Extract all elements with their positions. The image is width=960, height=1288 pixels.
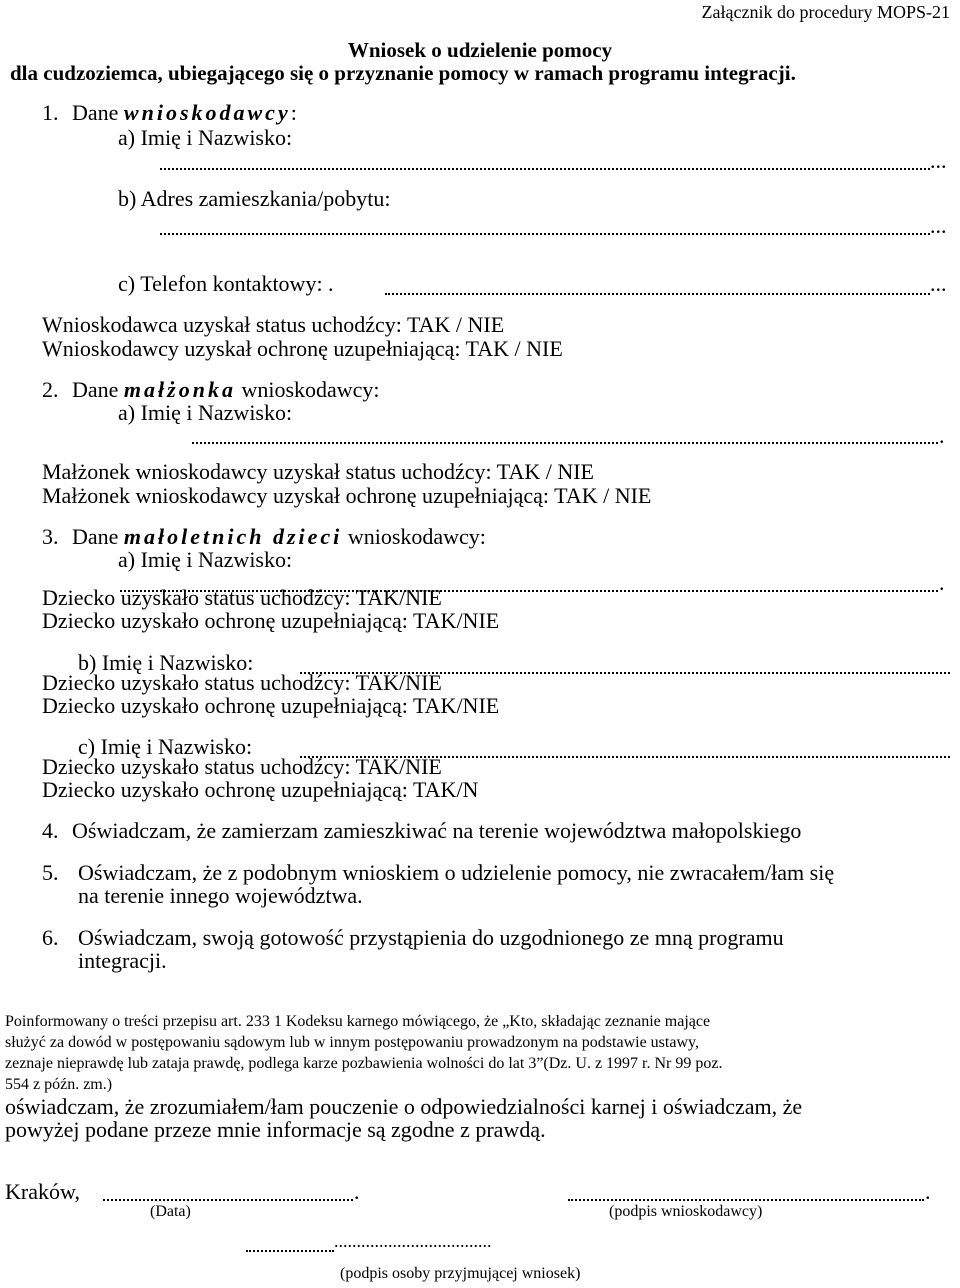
section-suffix: wnioskodawcy: [241, 377, 380, 402]
spouse-name-label: a) Imię i Nazwisko: [118, 400, 293, 425]
date-fill: . [354, 1179, 360, 1204]
date-field[interactable] [103, 1199, 353, 1201]
statement-4 [42, 820, 801, 842]
title-line-1: Wniosek o udzielenie pomocy [347, 38, 613, 62]
statement-number: 4. [42, 818, 59, 843]
section-number: 3. [42, 524, 59, 549]
section-2-heading [42, 379, 380, 401]
applicant-signature-field[interactable] [568, 1199, 924, 1201]
section-prefix: Dane [72, 100, 119, 125]
applicant-address-label: b) Adres zamieszkania/pobytu: [118, 186, 391, 211]
child-b-name-label: b) Imię i Nazwisko: [78, 650, 254, 675]
legal-notice-line-1: Poinformowany o treści przepisu art. 233 1 Kodeksu karnego mówiącego, że „Kto, składając zeznanie mające [5, 1013, 711, 1030]
applicant-name-fill: ... [930, 148, 947, 173]
statement-6-number: 6. [42, 925, 59, 950]
statement-5-line-1: Oświadczam, że z podobnym wnioskiem o udzielenie pomocy, nie zwracałem/łam się [78, 860, 835, 885]
spouse-name-fill: . [939, 423, 945, 448]
child-b-subsidiary-protection: Dziecko uzyskało ochronę uzupełniającą: TAK/NIE [42, 693, 500, 718]
title-line-2: dla cudzoziemca, ubiegającego się o przyznanie pomocy w ramach programu integracji. [10, 61, 796, 85]
date-caption: (Data) [150, 1203, 191, 1220]
declaration-line-2: powyżej podane przeze mnie informacje są zgodne z prawdą. [5, 1117, 546, 1142]
statement-text: Oświadczam, że zamierzam zamieszkiwać na terenie województwa małopolskiego [72, 818, 802, 843]
child-b-refugee-status: Dziecko uzyskało status uchodźcy: TAK/NIE [42, 670, 442, 695]
spouse-name-field[interactable] [192, 442, 938, 444]
receiver-signature-caption: (podpis osoby przyjmującej wniosek) [340, 1265, 581, 1282]
applicant-address-fill: ... [930, 213, 947, 238]
section-emphasis: małoletnich dzieci [123, 524, 343, 549]
applicant-signature-caption: (podpis wnioskodawcy) [609, 1203, 763, 1220]
applicant-subsidiary-protection: Wnioskodawcy uzyskał ochronę uzupełniającą: TAK / NIE [42, 336, 563, 361]
applicant-refugee-status: Wnioskodawca uzyskał status uchodźcy: TAK / NIE [42, 312, 505, 337]
child-c-refugee-status: Dziecko uzyskało status uchodźcy: TAK/NIE [42, 754, 442, 779]
section-1-heading [42, 102, 297, 124]
child-c-name-label: c) Imię i Nazwisko: [78, 734, 253, 759]
applicant-name-field[interactable] [160, 168, 930, 170]
declaration-line-1: oświadczam, że zrozumiałem/łam pouczenie o odpowiedzialności karnej i oświadczam, że [5, 1094, 803, 1119]
receiver-signature-fill: ................................... [334, 1231, 492, 1251]
statement-5-number: 5. [42, 860, 59, 885]
statement-6-line-2: integracji. [78, 948, 167, 973]
spouse-subsidiary-protection: Małżonek wnioskodawcy uzyskał ochronę uzupełniającą: TAK / NIE [42, 483, 652, 508]
receiver-signature-field[interactable] [246, 1250, 334, 1252]
applicant-address-field[interactable] [160, 233, 930, 235]
section-prefix: Dane [72, 524, 119, 549]
annex-label: Załącznik do procedury MOPS-21 [701, 2, 950, 22]
child-a-name-fill: . [939, 570, 945, 595]
child-a-subsidiary-protection: Dziecko uzyskało ochronę uzupełniającą: TAK/NIE [42, 608, 500, 633]
applicant-name-label: a) Imię i Nazwisko: [118, 125, 293, 150]
applicant-phone-fill: ... [930, 271, 947, 296]
applicant-phone-label: c) Telefon kontaktowy: . [118, 271, 334, 296]
section-emphasis: wnioskodawcy [123, 100, 291, 125]
applicant-phone-field[interactable] [385, 293, 930, 295]
section-suffix: wnioskodawcy: [347, 524, 486, 549]
child-a-name-label: a) Imię i Nazwisko: [118, 547, 293, 572]
applicant-signature-fill: . [925, 1179, 931, 1204]
statement-6-line-1: Oświadczam, swoją gotowość przystąpienia do uzgodnionego ze mną programu [78, 925, 784, 950]
section-emphasis: małżonka [123, 377, 236, 402]
section-prefix: Dane [72, 377, 119, 402]
section-suffix: : [290, 100, 297, 125]
place-label: Kraków, [5, 1179, 80, 1204]
spouse-refugee-status: Małżonek wnioskodawcy uzyskał status uchodźcy: TAK / NIE [42, 459, 594, 484]
section-number: 2. [42, 377, 59, 402]
section-3-heading [42, 526, 486, 548]
legal-notice-line-2: służyć za dowód w postępowaniu sądowym lub w innym postępowaniu prowadzonym na podstawie ustawy, [5, 1034, 699, 1051]
statement-5-line-2: na terenie innego województwa. [78, 883, 363, 908]
child-a-refugee-status: Dziecko uzyskało status uchodźcy: TAK/NIE [42, 585, 442, 610]
section-number: 1. [42, 100, 59, 125]
legal-notice-line-4: 554 z późn. zm.) [5, 1076, 113, 1093]
child-c-subsidiary-protection: Dziecko uzyskało ochronę uzupełniającą: TAK/N [42, 777, 479, 802]
legal-notice-line-3: zeznaje nieprawdę lub zataja prawdę, podlega karze pozbawienia wolności do lat 3”(Dz. U. z 1997 r. Nr 99 poz. [5, 1055, 723, 1072]
